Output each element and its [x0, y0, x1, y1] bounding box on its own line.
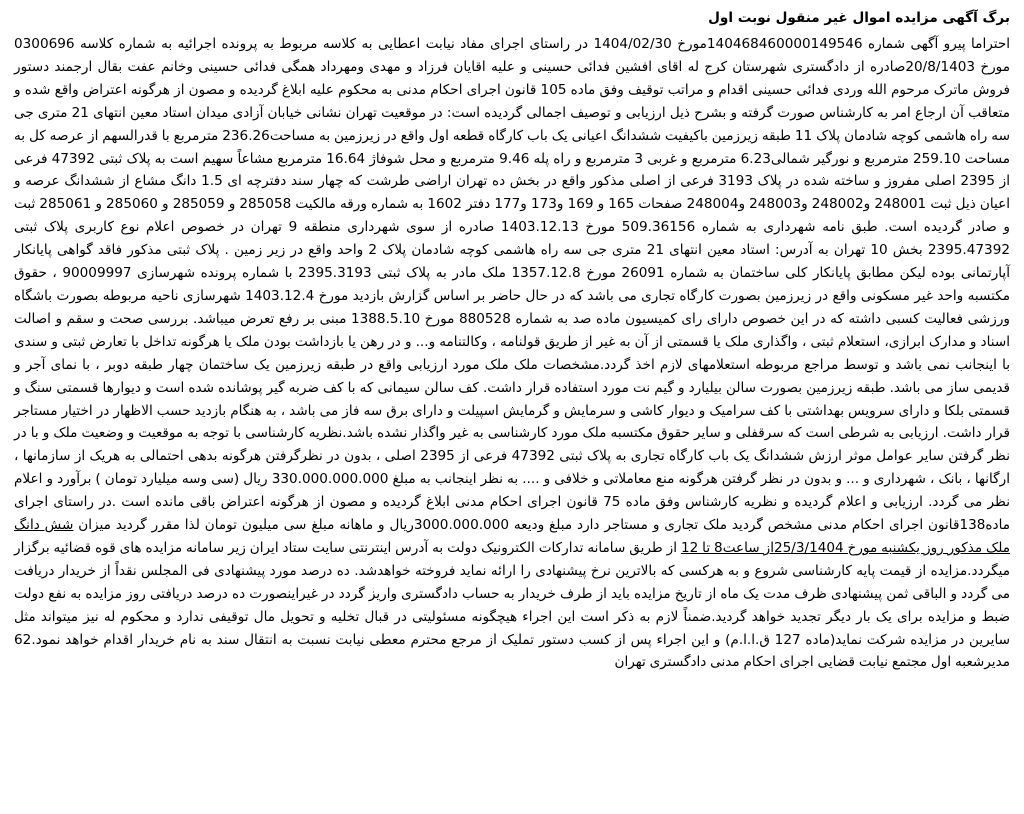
notice-body-text-1: احتراما پیرو آگهی شماره 140468460000149546مورخ 1404/02/30 در راستای اجرای مفاد نیابت اعطایی به کلاسه مربوط به پرونده اجرائیه به شماره کلاسه 0300696 مورخ 20/8/1403صادره از دادگستری شهرستان کرج له اقای افشین فدائی حسینی و علیه اقایان فرزاد و مهدی ومهرداد همگی فدائی حسینی وخانم عفت بقال ارجمند دستور فروش ماترک مرحوم الله وردی فدائی حسینی اقدام و مراتب توقیف وفق ماده 105 قانون اجرای احکام مدنی به محکوم علیه ابلاغ گردیده و مصون از هرگونه اعتراض واقع شده و متعاقب آن ارجاع امر به کارشناس صورت گرفته و بشرح ذیل ارزیابی و توصیف اجمالی گردیده است: در موقعیت تهران نشانی خیابان آزادی میدان استاد معین انتهای 21 متری جی سه راه هاشمی کوچه شادمان پلاک 11 طبقه زیرزمین باکیفیت ششدانگ اعیانی یک باب کارگاه قطعه اول واقع در زیرزمین به مساحت236.26 مترمربع با قدرالسهم از عرصه کل به مساحت 259.10 مترمربع و نورگیر شمالی6.23 مترمربع و غربی 3 مترمربع و راه پله 9.46 مترمربع و محل شوفاژ 16.64 مترمربع مشاعاً سهیم است به پلاک ثبتی 47392 فرعی از 2395 اصلی مفروز و ساخته شده در پلاک 3193 فرعی از اصلی مذکور واقع در بخش ده تهران اراضی طرشت که چهار سند دفترچه ای 1.5 دانگ مشاع از ششدانگ عرصه و اعیان ذیل ثبت 248001 و248002 و248003 و248004 صفحات 165 و 169 و173 و177 دفتر 1602 به شماره ورقه مالکیت 285058 و 285059 و 285060 و 285061 ثبت و صادر گردیده است. طبق نامه شهرداری به شماره 509.36156 مورخ 1403.12.13 صادره از سوی شهرداری منطقه 9 تهران در خصوص اعلام نوع کاربری پلاک ثبتی 2395.47392 بخش 10 تهران به آدرس: استاد معین انتهای 21 متری جی سه راه هاشمی کوچه شادمان پلاک 2 واحد واقع در زیر زمین . پلاک ثبتی مذکور فاقد گواهی پایانکار آپارتمانی بوده لیکن مطابق پایانکار کلی ساختمان به شماره 26091 مورخ 1357.12.8 ملک مادر به پلاک ثبتی 2395.3193 با شماره پرونده شهرسازی 90009997 ، حقوق مکتسبه واحد غیر مسکونی واقع در زیرزمین بصورت کارگاه تجاری می باشد که در حال حاضر بر اساس گزارش بازدید مورخ 1403.12.4 شهرسازی ناحیه مربوطه بصورت باشگاه ورزشی فعالیت کسبی داشته که در این خصوص دارای رای کمیسیون ماده صد به شماره 880528 مورخ 1388.5.10 مبنی بر رفع تعرض میباشد. بررسی صحت و سقم و اصالت اسناد و مدارک ابرازی، استعلام ثبتی ، واگذاری ملک یا قسمتی از آن به غیر از طریق قولنامه ، وکالتنامه و... و در رهن یا بازداشت بودن ملک یا هرگونه تداخل با تعارض ثبتی و سندی با اینجانب نمی باشد و توسط مراجع مربوطه استعلامهای لازم اخذ گردد.مشخصات ملک ملک مورد ارزیابی واقع در طبقه زیرزمین یک ساختمان چهار طبقه دوبر ، با نمای آجر و قدیمی ساز می باشد. طبقه زیرزمین بصورت سالن بیلیارد و گیم نت مورد استفاده قرار داشت. کف سالن سیمانی که با کف ضربه گیر پوشانده شده است و دیوارها قسمتی سنگ و قسمتی بلکا و دارای سرویس بهداشتی با کف سرامیک و دیوار کاشی و سرمایش و گرمایش اسپیلت و دارای برق سه فاز می باشد ، به هنگام بازدید حسب الاظهار در اختیار مستاجر قرار داشت. ارزیابی به شرطی است که سرقفلی و سایر حقوق مکتسبه ملک مورد کارشناسی به غیر واگذار نشده باشد.نظریه کارشناسی با توجه به موقعیت و وضعیت ملک و با در نظر گرفتن سایر عوامل موثر ارزش ششدانگ یک باب کارگاه تجاری به پلاک ثبتی 47392 فرعی از 2395 اصلی ، بدون در نظرگرفتن هرگونه بدهی احتمالی به هریک از سازمانها ، ارگانها ، بانک ، شهرداری و ... و بدون در نظر گرفتن هرگونه منع معاملاتی و خلافی و .... به نظر اینجانب به مبلغ 330.000.000.000 ریال (سی وسه میلیارد تومان ) برآورد و اعلام نظر می گردد. ارزیابی و اعلام گردیده و نظریه کارشناس وفق ماده 75 قانون اجرای احکام مدنی ابلاغ گردیده و مصون از هرگونه اعتراض باقی مانده است .در راستای اجرای ماده138قانون اجرای احکام مدنی مشخص گردید ملک تجاری و مستاجر دارد مبلغ ودیعه 3000.000.000ریال و ماهانه مبلغ سی میلیون تومان لذا مقرر گردید میزان [14, 36, 1011, 534]
auction-date-underlined: شش دانگ ملک مذکور روز یکشنبه مورخ 25/3/1404از ساعت8 تا 12 [14, 517, 1011, 556]
notice-body-text-2: از طریق سامانه تدارکات الکترونیک دولت به آدرس اینترنتی سایت ستاد ایران زیر سامانه مزایده های قوه قضائیه برگزار میگردد.مزایده از قیمت پایه کارشناسی شروع و به هرکسی که بالاترین نرخ پیشنهادی را ارائه نماید فروخته خواهدشد. ده درصد مورد پیشنهادی فی المجلس نقداً از خریدار دریافت می گردد و الباقی ثمن پیشنهادی ظرف مدت یک ماه از تاریخ مزایده باید از طرف خریدار به حساب دادگستری واریز گردد در غیراینصورت ده درصد دریافتی روز مزایده به نفع دولت ضبط و مزایده برای یک بار دیگر تجدید خواهد گردید.ضمناً لازم به ذکر است این اجراء هیچگونه مسئولیتی در قبال تخلیه و تحویل مال توقیفی ندارد و محکوم له نیز میتواند مثل سایرین در مزایده شرکت نماید(ماده 127 ق.ا.ا.م) و این اجراء پس از کسب دستور تملیک از مرجع محترم معطی نیابت نسبت به انتقال سند به نام خریدار اقدام خواهد نمود.62 مدیرشعبه اول مجتمع نیابت قضایی اجرای احکام مدنی دادگستری تهران [14, 539, 1010, 671]
notice-body [14, 33, 1010, 674]
notice-title: برگ آگهی مزایده اموال غیر منقول نوبت اول [708, 10, 1010, 26]
